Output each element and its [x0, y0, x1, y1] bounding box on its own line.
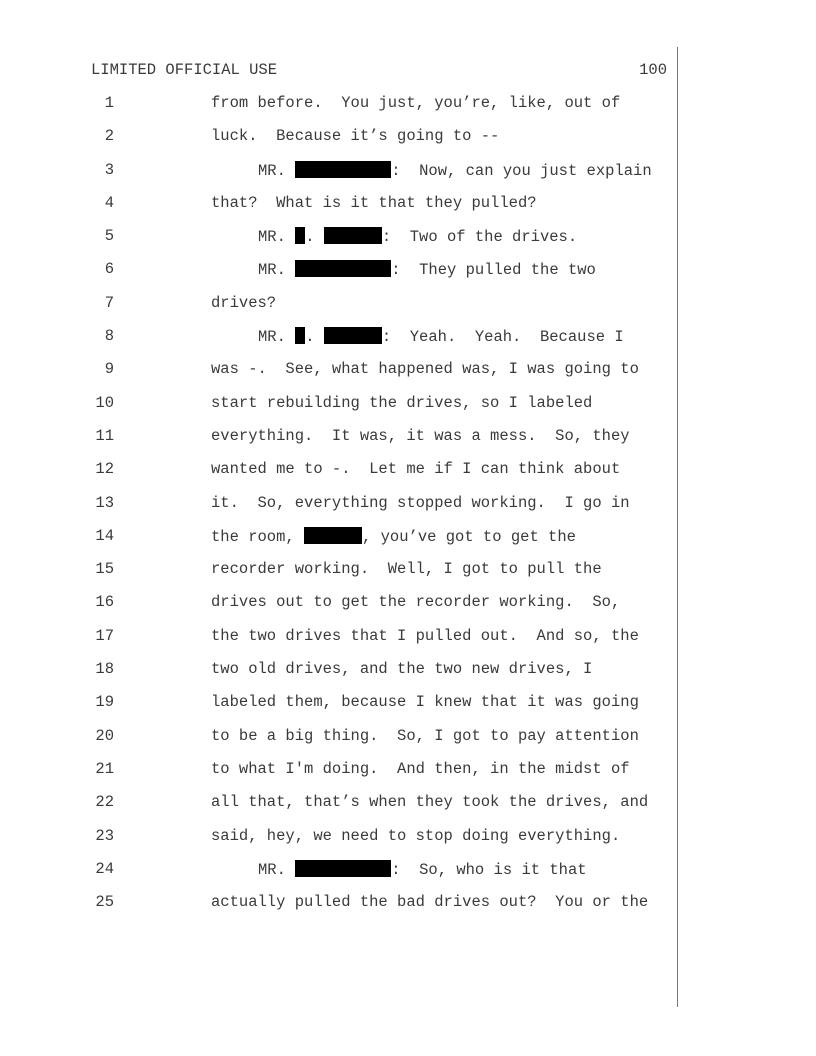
line-number: 1	[104, 94, 114, 112]
text-segment: : Two of the drives.	[381, 228, 578, 247]
text-segment: : They pulled the two	[391, 261, 596, 280]
text-segment: drives out to get the recorder working. So,	[211, 593, 621, 612]
text-segment: from before. You just, you’re, like, out of	[211, 94, 621, 112]
transcript-line	[0, 227, 680, 260]
redaction-box	[295, 860, 391, 877]
line-number: 20	[95, 726, 114, 745]
line-text	[211, 394, 592, 412]
line-number: 8	[104, 327, 114, 346]
line-number: 19	[95, 693, 114, 712]
text-segment: recorder working. Well, I got to pull the	[211, 560, 602, 579]
line-text	[211, 627, 639, 645]
text-segment: it. So, everything stopped working. I go in	[211, 493, 630, 512]
line-text	[211, 427, 630, 445]
line-number: 7	[104, 293, 114, 312]
line-number: 2	[104, 127, 114, 146]
line-number: 12	[95, 460, 114, 479]
transcript-line	[0, 294, 680, 327]
text-segment: : So, who is it that	[391, 860, 587, 879]
transcript-line	[0, 360, 680, 393]
transcript-line	[0, 660, 680, 693]
transcript-line	[0, 693, 680, 726]
text-segment: MR.	[258, 161, 296, 180]
line-text	[211, 593, 620, 611]
text-segment: drives?	[211, 293, 277, 312]
transcript-line	[0, 494, 680, 527]
transcript-line	[0, 161, 680, 194]
redaction-box	[295, 260, 391, 277]
line-number: 14	[95, 526, 114, 545]
line-number: 9	[104, 360, 114, 379]
line-number: 23	[95, 826, 114, 845]
transcript-line	[0, 827, 680, 860]
line-text	[211, 127, 499, 145]
redaction-box	[295, 161, 391, 178]
transcript-body	[0, 94, 680, 926]
line-text	[211, 560, 602, 578]
line-text	[211, 893, 648, 911]
text-segment: : Now, can you just explain	[391, 161, 652, 180]
text-segment: MR.	[258, 228, 296, 247]
line-text	[258, 327, 624, 346]
line-text	[211, 660, 592, 678]
classification-header: LIMITED OFFICIAL USE	[91, 61, 278, 79]
line-text	[211, 727, 639, 745]
transcript-line	[0, 94, 680, 127]
redaction-box	[295, 327, 305, 344]
transcript-line	[0, 260, 680, 293]
redaction-box	[295, 227, 305, 244]
line-number: 4	[104, 193, 114, 212]
text-segment: all that, that’s when they took the drives, and	[211, 793, 649, 812]
text-segment: everything. It was, it was a mess. So, they	[211, 426, 630, 445]
transcript-line	[0, 527, 680, 560]
transcript-line	[0, 327, 680, 360]
text-segment: that? What is it that they pulled?	[211, 193, 537, 212]
transcript-line	[0, 194, 680, 227]
line-number: 24	[95, 859, 114, 878]
text-segment: to be a big thing. So, I got to pay attention	[211, 726, 639, 745]
transcript-line	[0, 860, 680, 893]
line-number: 5	[104, 227, 114, 246]
transcript-line	[0, 727, 680, 760]
text-segment: MR.	[258, 261, 296, 280]
text-segment: the two drives that I pulled out. And so, the	[211, 626, 639, 645]
line-text	[211, 294, 276, 312]
line-number: 15	[95, 560, 114, 579]
text-segment: actually pulled the bad drives out? You or the	[211, 893, 649, 912]
text-segment: start rebuilding the drives, so I labeled	[211, 393, 593, 412]
line-text	[258, 260, 596, 279]
line-text	[211, 827, 620, 845]
text-segment: the room,	[211, 527, 305, 546]
transcript-line	[0, 893, 680, 926]
line-number: 18	[95, 660, 114, 679]
line-text	[211, 194, 537, 212]
text-segment: : Yeah. Yeah. Because I	[381, 328, 624, 347]
redaction-box	[304, 527, 362, 544]
transcript-line	[0, 460, 680, 493]
text-segment: luck. Because it’s going to --	[211, 127, 500, 146]
transcript-line	[0, 427, 680, 460]
line-number: 21	[95, 759, 114, 778]
transcript-line	[0, 793, 680, 826]
text-segment: MR.	[258, 860, 296, 879]
line-text	[211, 460, 620, 478]
page-number: 100	[639, 61, 667, 79]
transcript-line	[0, 627, 680, 660]
transcript-line	[0, 760, 680, 793]
line-text	[258, 227, 577, 246]
transcript-line	[0, 593, 680, 626]
line-number: 10	[95, 393, 114, 412]
transcript-line	[0, 394, 680, 427]
text-segment: MR.	[258, 328, 296, 347]
line-text	[211, 527, 576, 546]
line-text	[211, 360, 639, 378]
line-number: 25	[95, 893, 114, 912]
line-text	[258, 161, 652, 180]
text-segment: two old drives, and the two new drives, I	[211, 660, 593, 679]
line-text	[211, 494, 630, 512]
transcript-line	[0, 127, 680, 160]
line-text	[211, 693, 639, 711]
line-text	[211, 94, 620, 112]
text-segment: was -. See, what happened was, I was going to	[211, 360, 639, 379]
redaction-box	[324, 327, 382, 344]
redaction-box	[324, 227, 382, 244]
line-number: 22	[95, 793, 114, 812]
text-segment: .	[305, 328, 324, 347]
line-number: 11	[95, 426, 114, 445]
line-text	[258, 860, 587, 879]
text-segment: to what I'm doing. And then, in the midst of	[211, 759, 630, 778]
line-number: 6	[104, 260, 114, 279]
line-text	[211, 760, 630, 778]
text-segment: wanted me to -. Let me if I can think about	[211, 460, 621, 479]
line-number: 13	[95, 493, 114, 512]
text-segment: said, hey, we need to stop doing everything.	[211, 826, 621, 845]
line-text	[211, 793, 648, 811]
line-number: 17	[95, 626, 114, 645]
line-number: 3	[104, 160, 114, 179]
line-number: 16	[95, 593, 114, 612]
transcript-line	[0, 560, 680, 593]
text-segment: .	[305, 228, 324, 247]
text-segment: labeled them, because I knew that it was going	[211, 693, 639, 712]
text-segment: , you’ve got to get the	[362, 527, 576, 546]
